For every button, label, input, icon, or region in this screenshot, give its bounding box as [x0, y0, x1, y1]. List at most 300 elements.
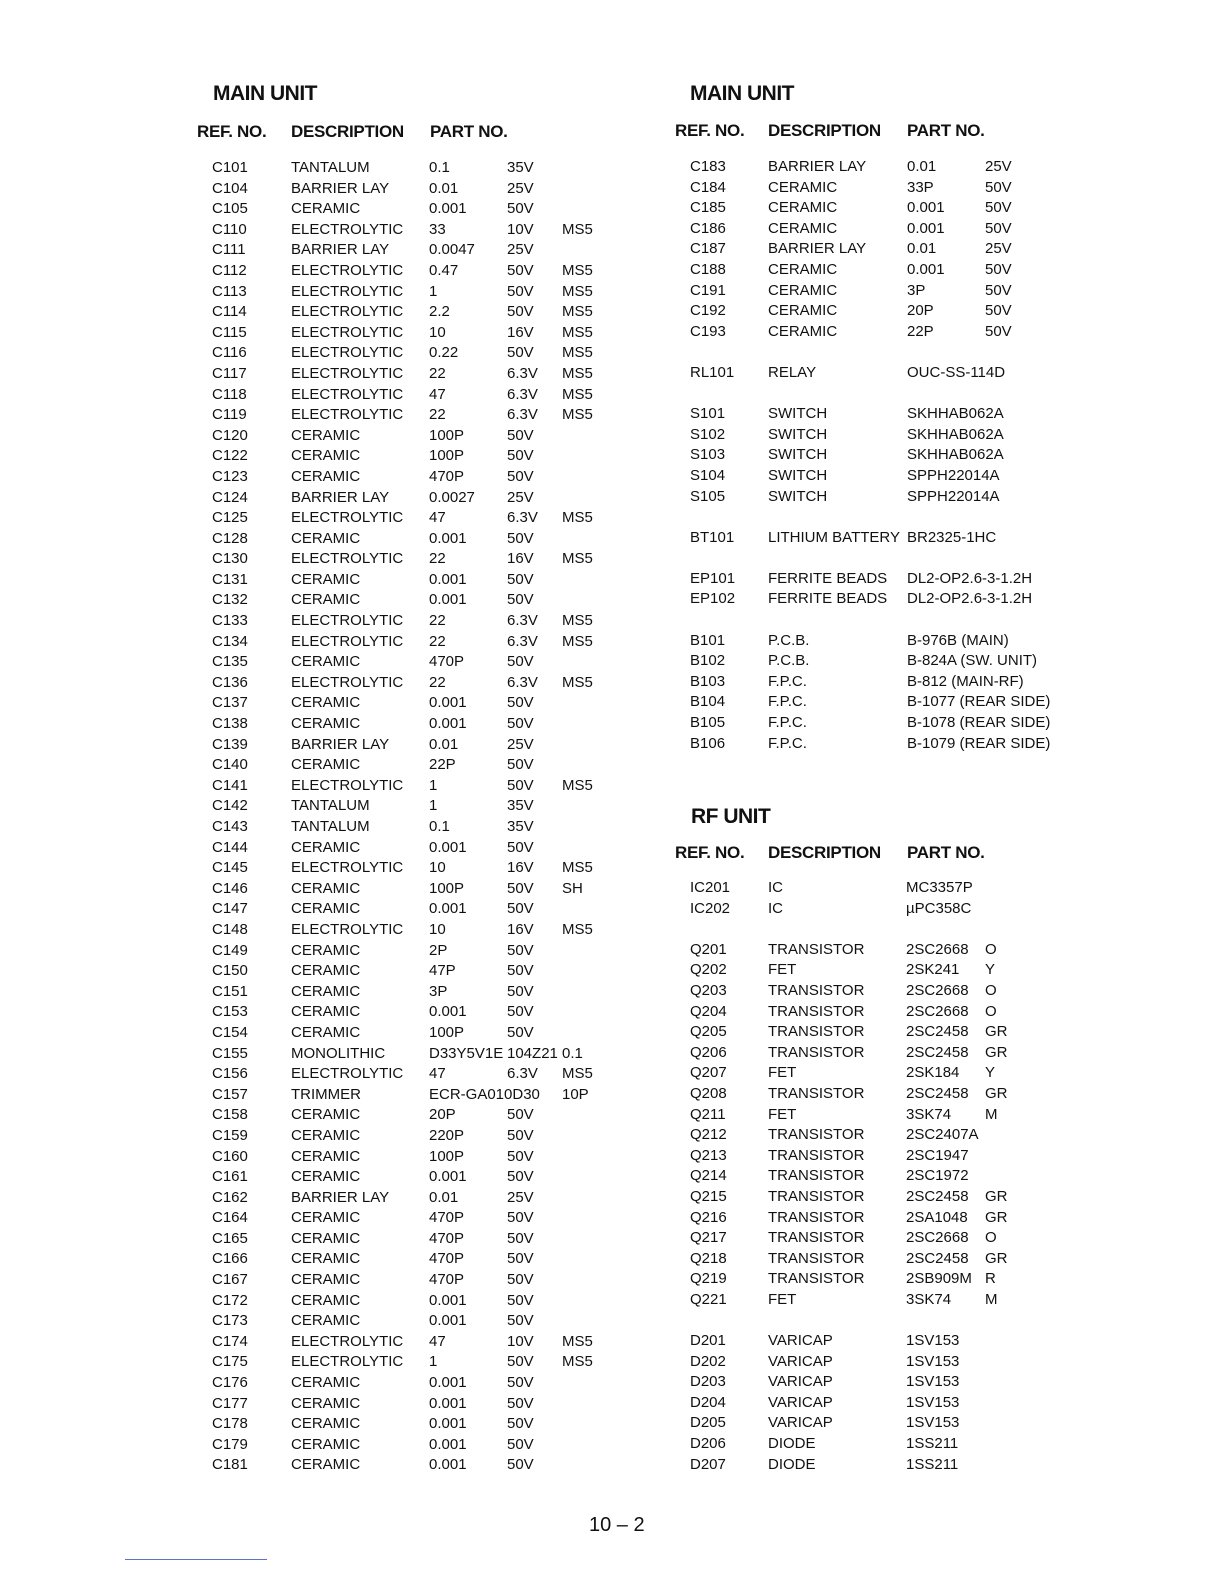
- part-no: D33Y5V1E: [429, 1044, 504, 1062]
- rating: 50V: [985, 199, 1012, 217]
- table-row: [212, 920, 632, 941]
- ref-no: C164: [212, 1209, 248, 1227]
- description: CERAMIC: [291, 982, 361, 1000]
- ref-no: D206: [690, 1435, 726, 1453]
- ref-no: IC202: [690, 899, 731, 917]
- ref-no: C146: [212, 879, 248, 897]
- rating: 25V: [507, 179, 534, 197]
- part-no: 3SK74: [906, 1105, 952, 1123]
- table-row: [690, 899, 1070, 920]
- right-main-header-desc: DESCRIPTION: [768, 121, 881, 140]
- rating: 50V: [507, 653, 534, 671]
- description: CERAMIC: [291, 426, 361, 444]
- table-row: [690, 425, 1070, 446]
- part-no: 3P: [429, 982, 448, 1000]
- description: CERAMIC: [291, 1126, 361, 1144]
- ref-no: D204: [690, 1393, 726, 1411]
- rating: 50V: [507, 1291, 534, 1309]
- part-no: SKHHAB062A: [907, 405, 1004, 423]
- description: SWITCH: [768, 405, 828, 423]
- note: MS5: [562, 1353, 593, 1371]
- ref-no: C136: [212, 673, 248, 691]
- description: SWITCH: [768, 466, 828, 484]
- rating: 50V: [507, 1353, 534, 1371]
- table-row: [690, 239, 1070, 260]
- part-no: 100P: [429, 1147, 465, 1165]
- ref-no: C131: [212, 570, 248, 588]
- ref-no: C148: [212, 920, 248, 938]
- right-main-parts-table: [690, 157, 1070, 754]
- ref-no: Q221: [690, 1290, 727, 1308]
- ref-no: Q216: [690, 1208, 727, 1226]
- ref-no: C166: [212, 1250, 248, 1268]
- table-row: [212, 652, 632, 673]
- part-no: 470P: [429, 1271, 465, 1289]
- table-row: [690, 528, 1070, 549]
- rating: 50V: [507, 200, 534, 218]
- rating: 50V: [507, 1435, 534, 1453]
- ref-no: C154: [212, 1023, 248, 1041]
- rank: R: [985, 1270, 996, 1288]
- part-no: 47: [429, 509, 446, 527]
- left-parts-table: [212, 158, 632, 1476]
- note: MS5: [562, 282, 593, 300]
- ref-no: C122: [212, 447, 248, 465]
- part-no: 0.001: [429, 1168, 467, 1186]
- rating: 50V: [507, 1312, 534, 1330]
- ref-no: C116: [212, 344, 247, 362]
- ref-no: C113: [212, 282, 247, 300]
- rating: 6.3V: [507, 673, 538, 691]
- description: CERAMIC: [291, 756, 361, 774]
- rating: 50V: [507, 1394, 534, 1412]
- table-row: [212, 858, 632, 879]
- ref-no: C161: [212, 1168, 248, 1186]
- description: TANTALUM: [291, 818, 370, 835]
- part-no: 22: [429, 632, 446, 650]
- part-no: 0.0047: [429, 241, 475, 259]
- description: CERAMIC: [291, 570, 361, 588]
- part-no: ECR-GA010D30: [429, 1085, 540, 1103]
- description: CERAMIC: [291, 879, 361, 897]
- note: MS5: [562, 385, 593, 403]
- rating: 6.3V: [507, 632, 538, 650]
- description: CERAMIC: [291, 1435, 361, 1453]
- part-no: 0.001: [907, 219, 945, 237]
- part-no: 0.001: [429, 900, 467, 918]
- table-spacer: [690, 610, 1070, 631]
- left-header-ref: REF. NO.: [197, 122, 267, 141]
- rating: 50V: [507, 962, 534, 980]
- part-no: 2.2: [429, 303, 450, 321]
- description: TRANSISTOR: [768, 940, 865, 958]
- description: P.C.B.: [768, 652, 810, 670]
- ref-no: C155: [212, 1044, 248, 1062]
- rating: 50V: [507, 1456, 534, 1474]
- ref-no: C151: [212, 982, 248, 1000]
- rank: M: [985, 1290, 998, 1308]
- table-spacer: [690, 342, 1070, 363]
- description: CERAMIC: [291, 1250, 361, 1268]
- ref-no: D202: [690, 1352, 726, 1370]
- rating: 25V: [985, 158, 1012, 175]
- rating: 50V: [507, 529, 534, 547]
- description: TANTALUM: [291, 159, 370, 176]
- description: CERAMIC: [291, 1209, 361, 1227]
- table-row: [212, 446, 632, 467]
- ref-no: C157: [212, 1085, 248, 1103]
- rating: 50V: [507, 282, 534, 300]
- ref-no: C111: [212, 241, 246, 259]
- part-no: 470P: [429, 467, 465, 485]
- description: CERAMIC: [291, 1415, 361, 1433]
- part-no: 2SA1048: [906, 1208, 968, 1226]
- description: TANTALUM: [291, 797, 370, 815]
- ref-no: EP101: [690, 569, 736, 587]
- part-no: 0.001: [429, 529, 467, 547]
- ref-no: B105: [690, 714, 726, 732]
- ref-no: Q203: [690, 981, 727, 999]
- ref-no: C114: [212, 303, 247, 321]
- ref-no: Q208: [690, 1084, 727, 1102]
- description: CERAMIC: [291, 1023, 361, 1041]
- part-no: 2SC2407A: [906, 1126, 979, 1144]
- part-no: 33P: [907, 178, 934, 196]
- part-no: 470P: [429, 1229, 465, 1247]
- ref-no: C137: [212, 694, 248, 712]
- rank: O: [985, 981, 997, 999]
- rating: 50V: [507, 1147, 534, 1165]
- table-row: [212, 1455, 632, 1476]
- ref-no: C104: [212, 179, 248, 197]
- ref-no: C145: [212, 859, 248, 877]
- description: CERAMIC: [291, 467, 361, 485]
- description: TRANSISTOR: [768, 1270, 865, 1288]
- table-row: [212, 1126, 632, 1147]
- table-row: [212, 961, 632, 982]
- part-no: 22: [429, 364, 446, 382]
- part-no: 0.01: [907, 240, 937, 258]
- part-no: SKHHAB062A: [907, 446, 1004, 464]
- table-row: [690, 1352, 1070, 1373]
- ref-no: Q212: [690, 1126, 727, 1144]
- description: CERAMIC: [291, 1168, 361, 1186]
- part-no: 0.001: [429, 1456, 467, 1474]
- table-row: [212, 879, 632, 900]
- rating: 10V: [507, 1332, 534, 1350]
- description: CERAMIC: [768, 260, 838, 278]
- right-main-header-part: PART NO.: [907, 121, 985, 140]
- part-no: 100P: [429, 447, 465, 465]
- ref-no: C188: [690, 260, 726, 278]
- table-row: [212, 158, 632, 179]
- ref-no: Q211: [690, 1105, 726, 1123]
- rating: 50V: [507, 1168, 534, 1186]
- description: CERAMIC: [291, 1312, 361, 1330]
- ref-no: B101: [690, 631, 726, 649]
- rank: GR: [985, 1208, 1008, 1226]
- part-no: DL2-OP2.6-3-1.2H: [907, 590, 1033, 608]
- part-no: B-824A (SW. UNIT): [907, 652, 1038, 670]
- description: RELAY: [768, 363, 817, 381]
- part-no: 1SS211: [906, 1435, 959, 1453]
- table-row: [212, 776, 632, 797]
- part-no: 0.47: [429, 261, 459, 279]
- rating: 50V: [507, 344, 534, 362]
- table-row: [690, 198, 1070, 219]
- rating: 35V: [507, 797, 534, 815]
- rating: 50V: [507, 426, 534, 444]
- rank: M: [985, 1105, 998, 1123]
- part-no: 0.001: [429, 1291, 467, 1309]
- ref-no: B104: [690, 693, 726, 711]
- description: ELECTROLYTIC: [291, 1332, 404, 1350]
- table-row: [690, 569, 1070, 590]
- note: MS5: [562, 612, 593, 630]
- description: TRANSISTOR: [768, 1146, 865, 1164]
- table-row: [690, 1146, 1070, 1167]
- rating: 16V: [507, 859, 534, 877]
- ref-no: IC201: [690, 879, 731, 896]
- description: CERAMIC: [768, 219, 838, 237]
- table-row: [212, 549, 632, 570]
- description: FERRITE BEADS: [768, 590, 888, 608]
- rating: 50V: [507, 1209, 534, 1227]
- part-no: 2SC2668: [906, 1002, 969, 1020]
- description: F.P.C.: [768, 693, 807, 711]
- part-no: 0.001: [429, 1394, 467, 1412]
- table-row: [212, 508, 632, 529]
- part-no: B-1078 (REAR SIDE): [907, 714, 1051, 732]
- rating: 6.3V: [507, 364, 538, 382]
- ref-no: C184: [690, 178, 726, 196]
- note: MS5: [562, 364, 593, 382]
- rating: 50V: [985, 281, 1012, 299]
- part-no: 0.1: [429, 818, 450, 835]
- rating: 6.3V: [507, 509, 538, 527]
- left-section-title: MAIN UNIT: [213, 82, 317, 105]
- rating: 50V: [507, 467, 534, 485]
- note: MS5: [562, 220, 593, 238]
- ref-no: C123: [212, 467, 248, 485]
- table-row: [212, 1352, 632, 1373]
- part-no: 22: [429, 612, 446, 630]
- part-no: 47: [429, 385, 446, 403]
- description: ELECTROLYTIC: [291, 632, 404, 650]
- rating: 6.3V: [507, 406, 538, 424]
- table-row: [212, 1188, 632, 1209]
- note: MS5: [562, 1332, 593, 1350]
- footer-rule: [125, 1559, 267, 1560]
- rating: 50V: [507, 303, 534, 321]
- rank: O: [985, 940, 997, 958]
- description: CERAMIC: [291, 1147, 361, 1165]
- description: ELECTROLYTIC: [291, 920, 404, 938]
- description: TRANSISTOR: [768, 1229, 865, 1247]
- ref-no: S103: [690, 446, 726, 464]
- rank: O: [985, 1229, 997, 1247]
- description: ELECTROLYTIC: [291, 509, 404, 527]
- description: CERAMIC: [768, 178, 838, 196]
- ref-no: C177: [212, 1394, 248, 1412]
- table-spacer: [690, 1310, 1070, 1331]
- description: CERAMIC: [291, 1003, 361, 1021]
- note: MS5: [562, 344, 593, 362]
- rating: 50V: [507, 1229, 534, 1247]
- table-spacer: [690, 507, 1070, 528]
- part-no: 0.01: [429, 1188, 459, 1206]
- ref-no: C141: [212, 776, 248, 794]
- table-row: [690, 219, 1070, 240]
- part-no: 0.001: [429, 570, 467, 588]
- table-row: [212, 199, 632, 220]
- part-no: 1SV153: [906, 1332, 960, 1350]
- table-spacer: [690, 548, 1070, 569]
- page-number: 10 – 2: [589, 1514, 645, 1536]
- description: VARICAP: [768, 1332, 833, 1350]
- note: SH: [562, 879, 583, 897]
- part-no: 0.001: [429, 1415, 467, 1433]
- table-row: [212, 1435, 632, 1456]
- part-no: 47: [429, 1332, 446, 1350]
- table-row: [690, 1084, 1070, 1105]
- rating: 50V: [985, 260, 1012, 278]
- part-no: 22: [429, 550, 446, 568]
- table-row: [690, 260, 1070, 281]
- table-row: [212, 1270, 632, 1291]
- table-row: [690, 1063, 1070, 1084]
- right-main-header-ref: REF. NO.: [675, 121, 745, 140]
- part-no: 0.01: [429, 179, 459, 197]
- ref-no: D203: [690, 1373, 726, 1391]
- rating: 16V: [507, 920, 534, 938]
- part-no: 2SC1972: [906, 1167, 969, 1185]
- part-no: B-812 (MAIN-RF): [907, 672, 1024, 690]
- part-no: 20P: [429, 1106, 456, 1124]
- ref-no: C186: [690, 219, 726, 237]
- table-row: [212, 1229, 632, 1250]
- part-no: 0.001: [429, 838, 467, 856]
- ref-no: C124: [212, 488, 248, 506]
- part-no: 0.1: [429, 159, 450, 176]
- table-row: [212, 220, 632, 241]
- part-no: 47: [429, 1065, 446, 1083]
- part-no: 1SV153: [906, 1352, 960, 1370]
- rank: GR: [985, 1023, 1008, 1041]
- rf-header-desc: DESCRIPTION: [768, 843, 881, 862]
- part-no: 0.01: [429, 735, 459, 753]
- ref-no: C178: [212, 1415, 248, 1433]
- table-row: [690, 589, 1070, 610]
- note: MS5: [562, 550, 593, 568]
- ref-no: C174: [212, 1332, 248, 1350]
- note: MS5: [562, 859, 593, 877]
- table-row: [690, 1455, 1070, 1476]
- ref-no: Q201: [690, 940, 727, 958]
- table-row: [690, 157, 1070, 178]
- description: TRANSISTOR: [768, 1043, 865, 1061]
- description: BARRIER LAY: [291, 488, 390, 506]
- table-row: [690, 363, 1070, 384]
- description: BARRIER LAY: [291, 1188, 390, 1206]
- description: F.P.C.: [768, 714, 807, 732]
- ref-no: C192: [690, 302, 726, 320]
- table-row: [690, 981, 1070, 1002]
- part-no: 2SK184: [906, 1064, 960, 1082]
- ref-no: Q218: [690, 1249, 727, 1267]
- table-row: [212, 735, 632, 756]
- table-row: [690, 692, 1070, 713]
- rank: GR: [985, 1043, 1008, 1061]
- description: ELECTROLYTIC: [291, 385, 404, 403]
- table-row: [212, 590, 632, 611]
- ref-no: C193: [690, 322, 726, 340]
- rating: 50V: [507, 1126, 534, 1144]
- table-row: [690, 1043, 1070, 1064]
- ref-no: C134: [212, 632, 248, 650]
- part-no: 2SC2458: [906, 1084, 969, 1102]
- description: ELECTROLYTIC: [291, 364, 404, 382]
- part-no: 22P: [429, 756, 456, 774]
- ref-no: C149: [212, 941, 248, 959]
- ref-no: C167: [212, 1271, 248, 1289]
- part-no: 33: [429, 220, 446, 238]
- ref-no: Q214: [690, 1167, 727, 1185]
- part-no: SPPH22014A: [907, 466, 1000, 484]
- ref-no: C118: [212, 385, 247, 403]
- rank: GR: [985, 1084, 1008, 1102]
- ref-no: C179: [212, 1435, 248, 1453]
- part-no: 2SC2668: [906, 981, 969, 999]
- ref-no: C165: [212, 1229, 248, 1247]
- description: ELECTROLYTIC: [291, 344, 404, 362]
- part-no: 1: [429, 1353, 438, 1371]
- ref-no: C187: [690, 240, 726, 258]
- table-row: [690, 404, 1070, 425]
- table-row: [690, 1393, 1070, 1414]
- note: MS5: [562, 323, 593, 341]
- description: VARICAP: [768, 1373, 833, 1391]
- part-no: 47P: [429, 962, 456, 980]
- description: CERAMIC: [291, 1291, 361, 1309]
- rating: 50V: [507, 756, 534, 774]
- ref-no: C135: [212, 653, 248, 671]
- rating: 50V: [507, 1271, 534, 1289]
- rating: 50V: [507, 1250, 534, 1268]
- description: SWITCH: [768, 425, 828, 443]
- description: CERAMIC: [291, 1374, 361, 1392]
- ref-no: C119: [212, 406, 247, 424]
- ref-no: C140: [212, 756, 248, 774]
- rating: 50V: [985, 322, 1012, 340]
- table-row: [212, 1044, 632, 1065]
- rating: 35V: [507, 159, 534, 176]
- table-row: [690, 713, 1070, 734]
- description: CERAMIC: [291, 447, 361, 465]
- description: ELECTROLYTIC: [291, 550, 404, 568]
- description: CERAMIC: [291, 900, 361, 918]
- ref-no: C139: [212, 735, 248, 753]
- description: BARRIER LAY: [768, 158, 867, 175]
- table-row: [212, 796, 632, 817]
- description: BARRIER LAY: [291, 241, 390, 259]
- part-no: 2SB909M: [906, 1270, 972, 1288]
- description: FET: [768, 1064, 797, 1082]
- table-row: [690, 940, 1070, 961]
- rank: Y: [985, 961, 996, 979]
- description: CERAMIC: [291, 591, 361, 609]
- part-no: 3P: [907, 281, 926, 299]
